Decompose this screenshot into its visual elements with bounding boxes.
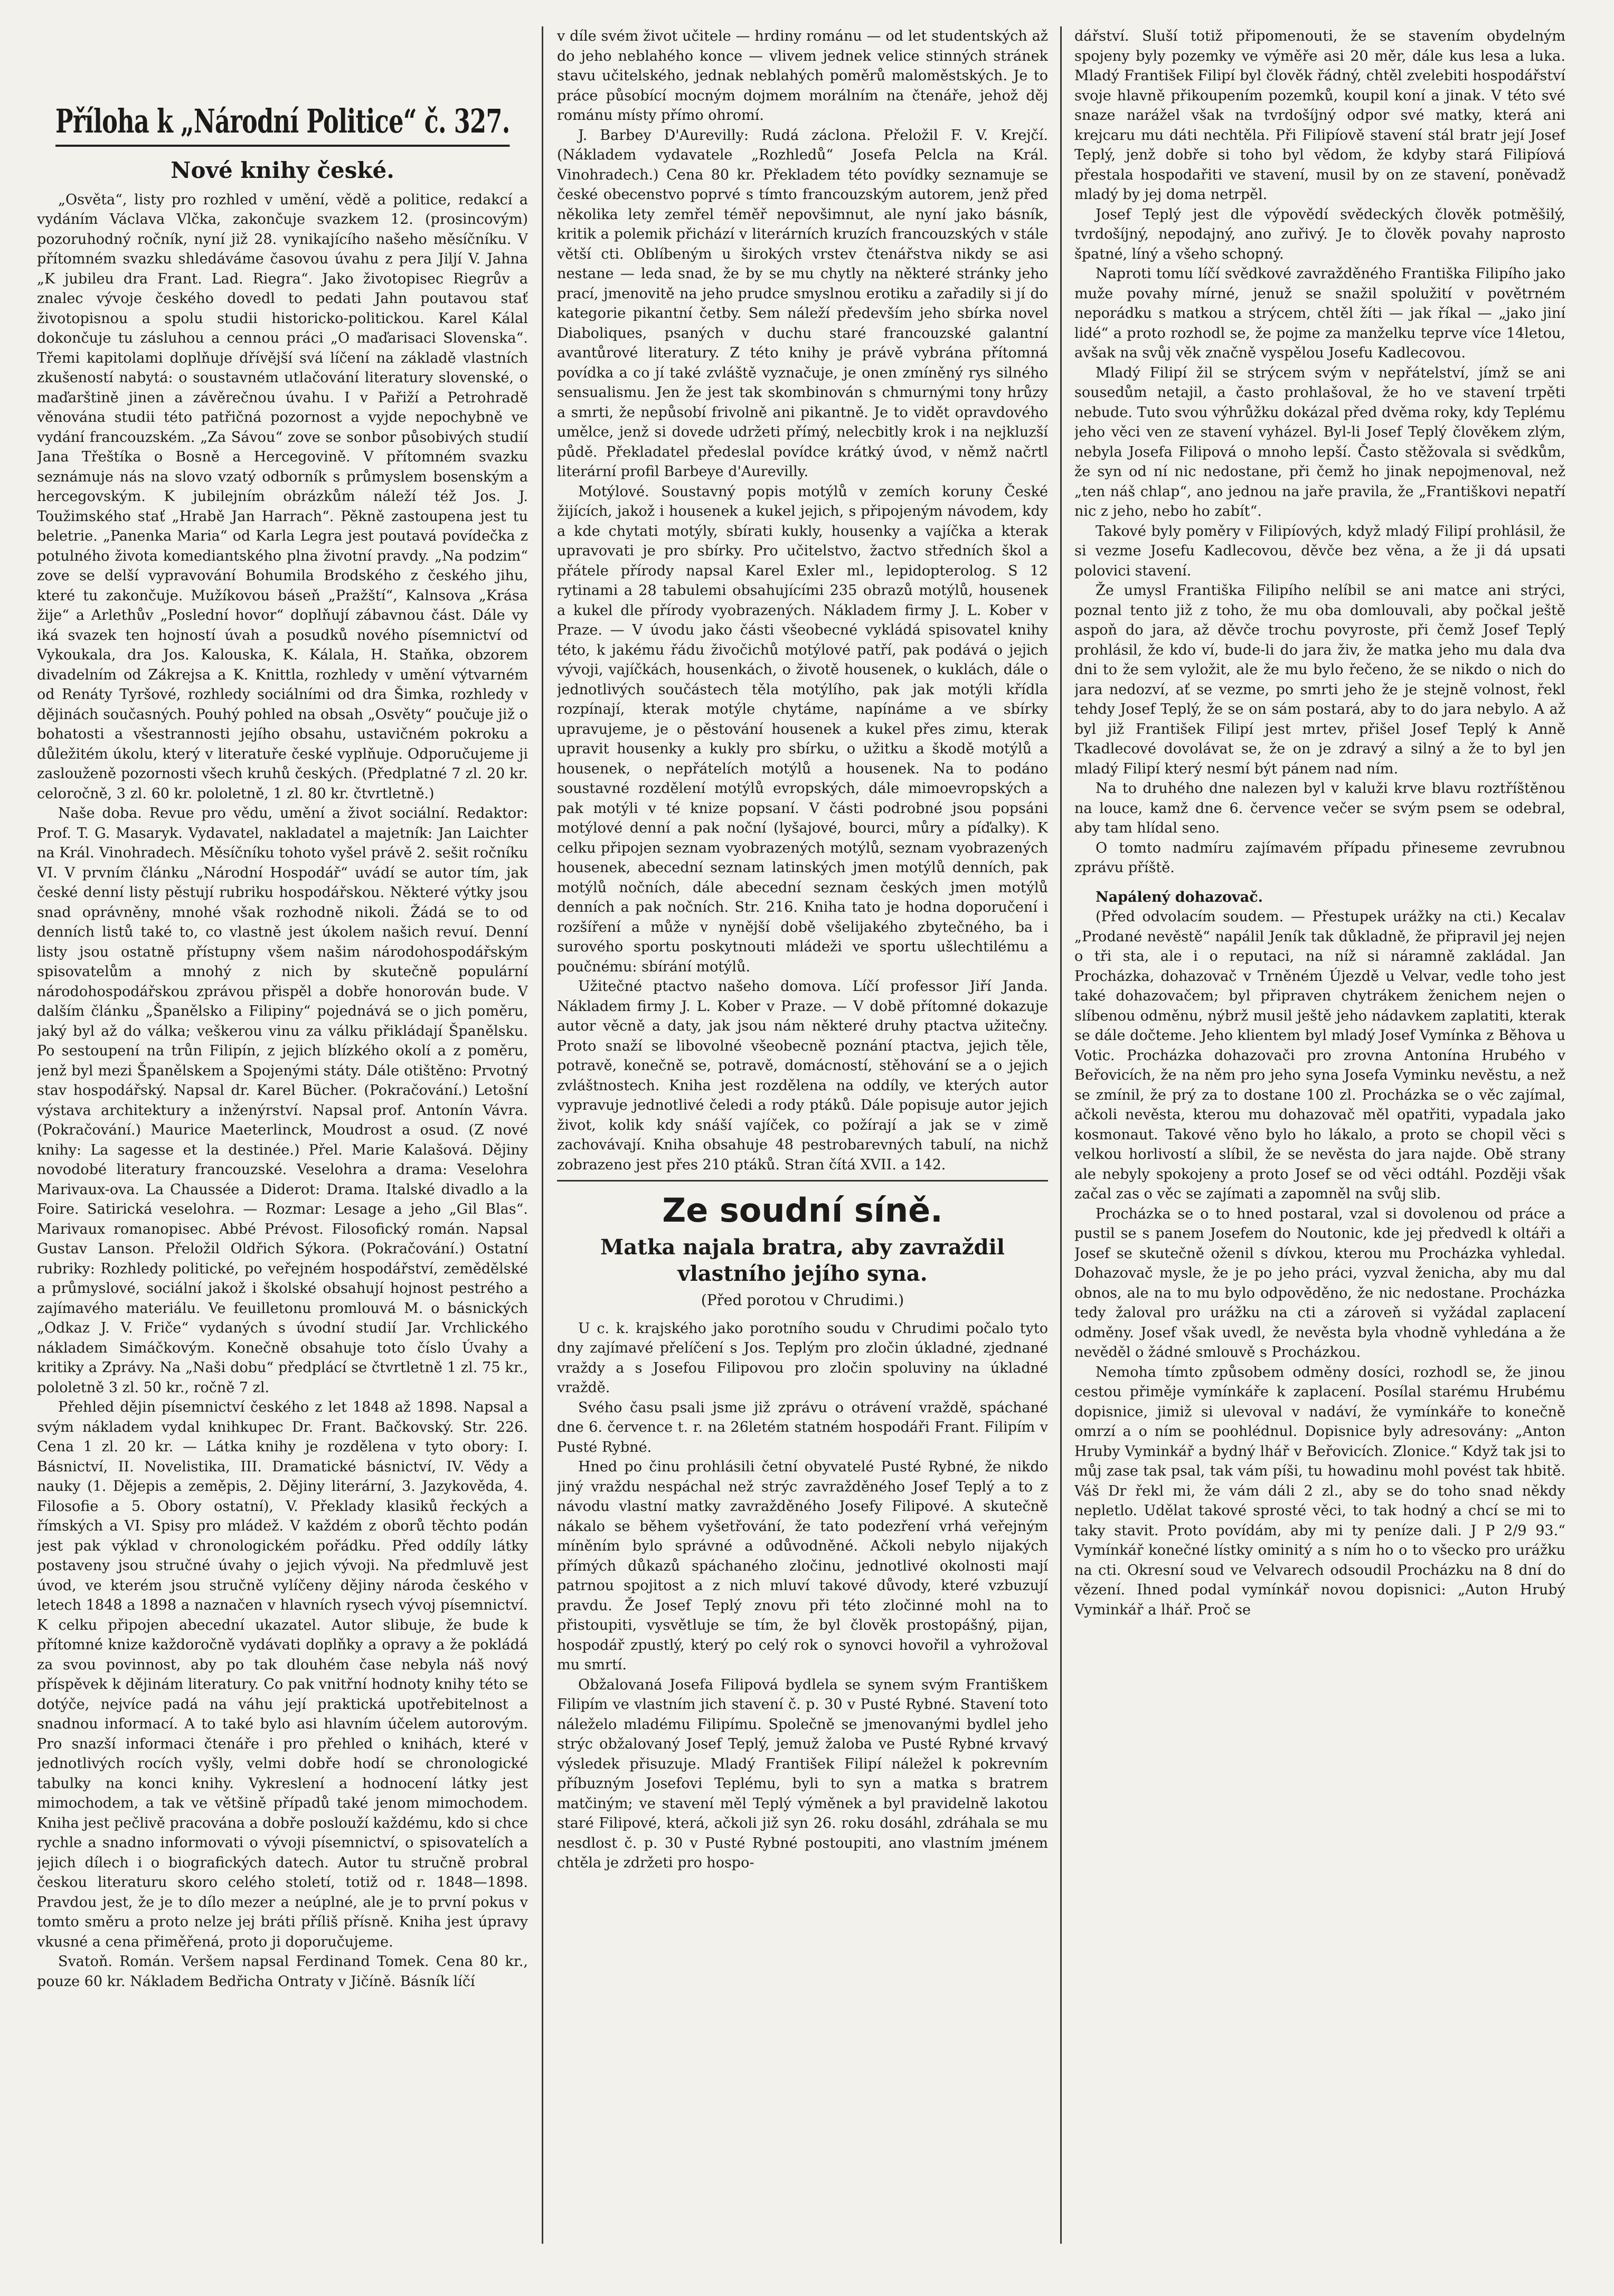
- article-paragraph: Na to druhého dne nalezen byl v kaluži krve blavu roztříštěnou na louce, kamž dne 6. července večer se svým psem se odebral, aby tam hlídal seno.: [1074, 780, 1565, 836]
- column-rule: [1060, 26, 1062, 2244]
- column-left: [37, 26, 528, 2244]
- article-paragraph: Nemoha tímto způsobem odměny dosíci, rozhodl se, že jinou cestou přiměje vymínkáře k zaplacení. Posílal starému Hrubému dopisnice, jimiž si ulevoval v nadáví, že vymínkáře to konečně omrzí a o ním se poohlédnul. Dopisnice byly adresovány: „Anton Hruby Vyminkář a bydný lhář v Beřovicích. Zlonice.“ Když tak jsi to můj zase tak psal, tak vám píši, tu howadinu mohl povést tak hbitě. Váš Dr řekl mi, že vám dáli 2 zl., aby se do toho snad někdy nepletlo. Udělat takové sprosté věci, to tak hodný a chcí se mi to taky stavit. Proto povídám, aby mi ty peníze dali. J P 2/9 93.“ Vymínkář konečné lístky ominitý a s ním ho o to všecko pro urážku na cti. Okresní soud ve Velvarech odsoudil Procházku na 8 dní do vězení. Ihned podal vymínkář novou dopisnici: „Auton Hrubý Vyminkář a lhář. Proč se: [1074, 1364, 1565, 1618]
- article-paragraph: Mladý Filipí žil se strýcem svým v nepřátelství, jímž se ani sousedům netajil, a často prohlašoval, že ho ve stavení trpěti nebude. Tuto svou výhrůžku dokázal před dvěma roky, kdy Teplému jeho věci ven ze stavení vyházel. Byl-li Josef Teplý člověkem zlým, nebyla Josefa Filipová o mnoho lepší. Často stěžovala si svědkům, že syn od ní nic nedostane, při čemž ho jinak nepojmenoval, než „ten náš chlap“, ano jednou na jaře pravila, že „Františkovi nepatří nic z jeho, nebo ho zabít“.: [1074, 364, 1565, 519]
- article-paragraph: v díle svém život učitele — hrdiny románu — od let studentských až do jeho neblahého konce — vlivem jednek velice stinných stránek stavu učitelského, jednak neblahých poměrů maloměstských. Je to práce působící mocným dojmem morálním na čtenáře, jehož děj románu místy přímo ohromí.: [557, 28, 1048, 124]
- article-heading: Napálený dohazovač.: [1096, 889, 1263, 905]
- article-paragraph: Naše doba. Revue pro vědu, umění a život sociální. Redaktor: Prof. T. G. Masaryk. Vydavatel, nakladatel a majetník: Jan Laichter na Král. Vinohradech. Měsíčníku tohoto vyšel právě 2. sešit ročníku VI. V prvním článku „Národní Hospodář“ uvádí se autor tím, jak české denní listy pěstují rubriku hospodářskou. Některé výtky jsou snad oprávněny, mnohé však rozhodně nikoli. Žádá se to od denních listů také to, co vlastně jest úkolem našich revuí. Denní listy jsou ostatně přístupny všem našim národohospodářským spisovatelům a mnohý z nich by skutečně populární národohospodářskou zprávou přispěl a dobře honorován bude. V dalším článku „Španělsko a Filipiny“ pojednává se o jich poměru, jaký byl až do válka; veškerou vinu za válku přikládají Španělsku. Po sestoupení na trůn Filipín, z jejich blízkého okolí a z poměru, jenž byl mezi Španělskem a Spojenými státy. Dále otištěno: Prvotný stav hospodářský. Napsal dr. Karel Bücher. (Pokračování.) Letošní výstava architektury a inženýrství. Napsal prof. Antonín Vávra. (Pokračování.) Maurice Maeterlinck, Moudrost a osud. (Z nové knihy: La sagesse et la destinée.) Přel. Marie Kalašová. Dějiny novodobé literatury francouzské. Veselohra a drama: Veselohra Marivaux-ova. La Chaussée a Diderot: Drama. Italské divadlo a la Foire. Satirická veselohra. — Rozmar: Lesage a jeho „Gil Blas“. Marivaux romanopisec. Abbé Prévost. Filosofický román. Napsal Gustav Lanson. Přeložil Oldřich Sýkora. (Pokračování.) Ostatní rubriky: Rozhledy politické, po veřejném hospodářství, zemědělské a průmyslové, sociální jakož i školské obsahují hojnost pestrého a zajímavého materiálu. Ve feuilletonu promlouvá M. o básnických „Odkaz J. V. Friče“ vydaných s úvodní studií Jar. Vrchlického nákladem Simáčkovým. Konečně obsahuje toto číslo Úvahy a kritiky a Zprávy. Na „Naši dobu“ předplácí se čtvrtletně 1 zl. 75 kr., pololetně 3 zl. 50 kr., ročně 7 zl.: [37, 805, 528, 1396]
- article-paragraph: Obžalovaná Josefa Filipová bydlela se synem svým Františkem Filipím ve vlastním jich stavení č. p. 30 v Pusté Rybné. Stavení toto náleželo mladému Filipímu. Společně se jmenovanými bydlel jeho strýc obžalovaný Josef Teplý, jemuž žaloba ve Pusté Rybné krvavý výsledek přisuzuje. Mladý František Filipí náležel k pokrevním příbuzným Josefovi Teplému, byli to syn a matka s bratrem matčiným; ve stavení měl Teplý výměnek a byl pravidelně lakotou staré Filipové, která, ačkoli již syn 26. roku dosáhl, zdráhala se mu nesdlost č. p. 30 v Pusté Rybné postoupiti, ano vlastním jménem chtěla je zdržeti pro hospo-: [557, 1676, 1048, 1871]
- article-paragraph: Přehled dějin písemnictví českého z let 1848 až 1898. Napsal a svým nákladem vydal knihkupec Dr. Frant. Bačkovský. Str. 226. Cena 1 zl. 20 kr. — Látka knihy je rozdělena v tyto obory: I. Básnictví, II. Novelistika, III. Dramatické básnictví, IV. Vědy a nauky (1. Dějepis a zeměpis, 2. Dějiny literární, 3. Jazykověda, 4. Filosofie a 5. Obory ostatní), V. Překlady klasiků řeckých a římských a VI. Spisy pro mládež. V každém z oborů těchto podán jest pak výklad v chronologickém pořádku. Před oddíly látky postaveny jsou stručné úvahy o jejich vývoji. Na předmluvě jest úvod, ve kterém jsou stručně vylíčeny dějiny národa českého v letech 1848 a 1898 a naznačen v hlavních rysech vývoj písemnictví. K celku připojen abecední ukazatel. Autor slibuje, že bude k přítomné knize každoročně vydávati doplňky a opravy a že pokládá za svou povinnost, aby po tak dlouhém čase nebyla náš nový příspěvek k dějinám literatury. Co pak vnitřní hodnoty knihy této se dotýče, nejvíce padá na váhu její praktická upotřebitelnost a snadnou informací. A to také bylo asi hlavním účelem autorovým. Pro snazší informaci čtenáře i pro přehled o knihách, které v jednotlivých rocích vyšly, velmi dobře hodí se chronologické tabulky na konci knihy. Vykreslení a hodnocení látky jest mimochodem, a tak ve většině případů také jenom mimochodem. Kniha jest pečlivě pracována a dobře poslouží každému, kdo si chce rychle a snadno informovati o vývoji písemnictví, o spisovatelích a jejich dílech i o biografických datech. Autor tu stručně probral českou literaturu skoro celého století, totiž od r. 1848—1898. Pravdou jest, že je to dílo mezer a neúplné, ale je to první pokus v tomto směru a proto nelze jej bráti příliš přísně. Kniha jest úpravy vkusné a cena přiměřená, proto ji doporučujeme.: [37, 1399, 528, 1950]
- column-right: [1074, 26, 1565, 2244]
- article-paragraph: Hned po činu prohlásili četní obyvatelé Pusté Rybné, že nikdo jiný vraždu nespáchal než strýc zavražděného Josef Teplý a to z návodu vlastní matky zavražděného Josefy Filipové. A skutečně nákalo se během vyšetřování, že tato podezření vrhá veřejným míněním bylo správné a odůvodněné. Ačkoli nebylo nijakých přímých důkazů spáchaného zločinu, jednotlivé okolnosti mají patrnou spojitost a z nich mluví takové důvody, které vzbuzují pravdu. Že Josef Teplý znovu při této zločinné mohl na to přistoupiti, vysvětluje se tím, že byl člověk prostopášný, pijan, hospodář zpustlý, který po celý rok o synovci hovořil a vyhrožoval mu smrtí.: [557, 1459, 1048, 1673]
- article-paragraph: Svého času psali jsme již zprávu o otrávení vraždě, spáchané dne 6. července t. r. na 26letém statném hospodáři Frant. Filipím v Pusté Rybné.: [557, 1399, 1048, 1456]
- article-subheading: (Před porotou v Chrudimi.): [701, 1291, 904, 1309]
- article-paragraph: U c. k. krajského jako porotního soudu v Chrudimi počalo tyto dny zajímavé přelíčení s Jos. Teplým pro zločin úkladné, zjednané vraždy a s Josefou Filipovou pro zločin spoluviny na úkladné vraždě.: [557, 1320, 1048, 1396]
- article-paragraph: (Před odvolacím soudem. — Přestupek urážky na cti.) Kecalav „Prodané nevěstě“ napálil Jeník tak důkladně, že připravil jej nejen o tři sta, ale i o reputaci, na níž si náramně zakládal. Jan Procházka, dohazovač v Trněném Újezdě u Velvar, vedle toho jest také dohazovačem; byl připraven chytrákem ženichem nejen o slíbenou odměnu, nýbrž musil ještě jeho nádavkem zaplatiti, kterak se dále dočteme. Jeho klientem byl mladý Josef Vymínka z Běhova u Votic. Procházka dohazovači pro zrovna Antonína Hrubého v Beřovicích, že na něm pro jeho syna Josefa Vyminku nevěstu, a než se zmínil, že prý za to dostane 100 zl. Procházka se o věc zajímal, ačkoli nevěsta, kterou mu dohazovač měl opatřiti, vypadala jako kosmonaut. Takové věno bylo ho lákalo, a proto se chopil věci s velkou horlivostí a slíbil, že se nevěsta do jara najde. Obě strany ale nebyly spokojeny a proto Josef se od věci odtáhl. Později však začal zas o věc se zajímati a zapomněl na svůj slib.: [1074, 909, 1565, 1202]
- column-rule: [542, 26, 543, 2244]
- article-paragraph: Užitečné ptactvo našeho domova. Líčí professor Jiří Janda. Nákladem firmy J. L. Kober v Praze. — V době přítomné dokazuje autor věcně a daty, jak jsou nám některé druhy ptactva užitečny. Proto snaží se libovolné všeobecně poznání ptactva, jejich těle, potravě, konečně se, potravě, domácností, stěhování se a o jejich zvláštnostech. Kniha jest rozdělena na oddíly, ve kterých autor vypravuje jednotlivé čeledi a rody ptáků. Dále popisuje autor jejich život, kolik kdy snáší vajíček, co požírají a jak se v zimě zachovávají. Kniha obsahuje 48 pestrobarevných tabulí, na nichž zobrazeno jest přes 210 ptáků. Stran čítá XVII. a 142.: [557, 978, 1048, 1173]
- article-paragraph: Svatoň. Román. Veršem napsal Ferdinand Tomek. Cena 80 kr., pouze 60 kr. Nákladem Bedřicha Ontraty v Jičíně. Básník líčí: [37, 1953, 528, 1990]
- section-heading: Nové knihy české.: [171, 157, 394, 183]
- article-paragraph: Takové byly poměry v Filipíových, když mladý Filipí prohlásil, že si vezme Josefu Kadlecovou, děvče bez věna, a že ji dá upsati polovici stavení.: [1074, 523, 1565, 579]
- article-paragraph: Motýlové. Soustavný popis motýlů v zemích koruny České žijících, jakož i housenek a kukel jejich, s připojeným návodem, kdy a kde chytati motýly, sbírati kukly, housenky a vajíčka a kterak upravovati je pro sbírky. Pro učitelstvo, žactvo středních škol a přátele přírody napsal Karel Exler ml., lepidopterolog. S 12 rytinami a 28 tabulemi obsahujícími 235 obrazů motýlů, housenek a kukel dle přírody vyobrazených. Nákladem firmy J. L. Kober v Praze. — V úvodu jako části všeobecné vykládá spisovatel knihy této, k jakému řádu živočichů motýlové patří, pak podává o jejich vývoji, vajíčkách, housenkách, o životě housenek, o kuklách, dále o jednotlivých součástech těla motýlího, pak jak motýli křídla rozpínají, kterak motýle chytáme, napínáme a ve sbírky upravujeme, je o pěstování housenek a kukel přes zimu, kterak upravit housenky a kukly pro sbírku, o užitku a škodě motýlů a housenek, o nepřátelích motýlů a housenek. Na to podáno soustavné rozdělení motýlů evropských, dále mimoevropských a pak motýli v té knize popsaní. V části podrobné jsou popsáni motýlové denní a pak noční (lyšajové, bourci, můry a píďalky). K celku připojen seznam vyobrazených motýlů, seznam vyobrazených housenek, abecední seznam latinských jmen motýlů denních, pak motýlů nočních, dále abecední seznam českých jmen motýlů denních a pak nočních. Str. 216. Kniha tato je hodna doporučení i rozšíření a může v nynější době všelijakého zbytečného, ba i surového sportu poskytnouti mládeži ve sportu ušlechtilému a poučnému: sbírání motýlů.: [557, 483, 1048, 975]
- article-paragraph: „Osvěta“, listy pro rozhled v umění, vědě a politice, redakcí a vydáním Václava Vlčka, zakončuje svazkem 12. (prosincovým) pozoruhodný ročník, nyní již 28. vynikajícího našeho měsíčníku. V přítomném svazku shledáváme časovou úvahu z pera Jiljí V. Jahna „K jubileu dra Frant. Lad. Riegra“. Jako životopisec Riegrův a znalec vývoje českého dovedl to pedati Jahn poutavou stať životopisnou a spolu studii historicko-politickou. Karel Kálal dokončuje tu zásluhou a cennou práci „O maďarisaci Slovenska“. Třemi kapitolami doplňuje dřívější svá líčení na základě vlastních zkušeností nabytá: o soustavném utlačování literatury slovenské, o maďarštině jinen a závěrečnou úvahu. I v Pařiží a Petrohradě věnována studii této patřičná pozornost a vyjde nepochybně ve vydání francouzském. „Za Sávou“ zove se sonbor působivých studií Jana Třeštíka o Bosně a Hercegovině. V přítomném svazku seznámuje nás na slovo vzatý odborník s průmyslem bosenským a hercegovským. K jubilejním obrázkům náleží též Jos. J. Toužimského stať „Hrabě Jan Harrach“. Pěkně zastoupena jest tu beletrie. „Panenka Maria“ od Karla Legra jest poutavá povídečka z potulného života komediantského plna životní pravdy. „Na podzim“ zove se delší vypravování Bohumila Brodského z českého jihu, které tu zakončuje. Mužíkovou báseň „Pražští“, Kalnsova „Krása žije“ a Arlethův „Poslední hovor“ doplňují zábavnou část. Dále vy iká svazek ten hojností úvah a posudků nového písemnictví od Vykoukala, dra Jos. Kalouska, K. Kálala, H. Staňka, obzorem divadelním od Zákrejsa a K. Knittla, rozhledy v umění výtvarném od Renáty Tyršové, rozhledy sociálními od dra Šimka, rozhledy v dějinách současných. Pouhý pohled na obsah „Osvěty“ poučuje již o bohatosti a všestrannosti jejího obsahu, ustavičném pokroku a důležitém úkolu, který v literatuře české vyplňuje. Odporučujeme ji zaslouženě pozornosti všech kruhů českých. (Předplatné 7 zl. 20 kr. celoročně, 3 zl. 60 kr. pololetně, 1 zl. 80 kr. čtvrtletně.): [37, 191, 528, 802]
- article-paragraph: dářství. Sluší totiž připomenouti, že se stavením obydelným spojeny byly pozemky ve výměře asi 20 měr, dále kus lesa a luka. Mladý František Filipí byl člověk řádný, chtěl zvelebiti hospodářství svoje hlavně přikoupením pozemků, koupil koní a jinak. V této své snaze narážel však na tvrdošíjný odpor své matky, která ani krejcaru mu dáti nechtěla. Při Filipíově stavení stál bratr její Josef Teplý, jenž dobře si toho byl vědom, že kdyby stará Filipíová přestala hospodařiti ve stavení, musil by on ze stavení, poněvadž mladý by jej doma netrpěl.: [1074, 28, 1565, 203]
- article-paragraph: Procházka se o to hned postaral, vzal si dovolenou od práce a pustil se s panem Josefem do Noutonic, kde jej předvedl k oltáři a Josef se skutečně oženil s dívkou, kterou mu Procházka vyhledal. Dohazovač mysle, že je po jeho práci, vyzval ženicha, aby mu dal obnos, ale na to mu bylo odpověděno, že nic nedostane. Procházka tedy žaloval pro urážku na cti a zároveň si vyžádal zaplacení odměny. Josef však uvedl, že nevěsta byla vhodně vyhledána a že nevěděl o žádné smlouvě s Procházkou.: [1074, 1205, 1565, 1360]
- article-paragraph: J. Barbey D'Aurevilly: Rudá záclona. Přeložil F. V. Krejčí. (Nákladem vydavatele „Rozhledů“ Josefa Pelcla na Král. Vinohradech.) Cena 80 kr. Překladem této povídky seznamuje se české obecenstvo poprvé s tímto francouzským autorem, jenž před několika lety zemřel téměř nepovšimnut, ale nyní jako básník, kritik a polemik přichází v literárních kruzích francouzských v stále větší cti. Oblíbeným u širokých vrstev čtenářstva nikdy se asi nestane — leda snad, že by se mu chytly na některé stránky jeho prací, jmenovitě na jeho prudce smyslnou erotiku a zařadily si jí do kategorie pikantní četby. Sem náleží především jeho sbírka novel Diaboliques, psaných v duchu staré francouzské galantní avantůrové literatury. Z této knihy je právě vybrána přítomná povídka a co jí také zvláště vyznačuje, je onen zmíněný rys silného sensualismu. Jen že jest tak skombinován s chmurnými tony hrůzy a smrti, že nepůsobí frivolně ani pikantně. Je to vidět opravdového umělce, jenž si dovede udržeti přímý, nelecbitly krok i na nejkluzší půdě. Překladatel předeslal povídce krátký úvod, v němž načrtl literární profil Barbeye d'Aurevilly.: [557, 127, 1048, 480]
- article-paragraph: Že umysl Františka Filipího nelíbil se ani matce ani strýci, poznal tento již z toho, že mu oba domlouvali, aby počkal ještě aspoň do jara, až děvče trochu povyroste, při čemž Josef Teplý prohlásil, že kdo ví, bude-li do jara živ, že matka jeho mu dala dva dni to že sem vyložit, ale že mu bylo řečeno, že se nikdo o nich do jara nedozví, ať se vezme, po smrti jeho že je stejně volnost, řekl tehdy Josef Teplý, že se on sám postará, aby to do jara nebylo. A až byl již František Filipí jest mrtev, přišel Josef Teplý k Anně Tkadlecové dovolávat se, že on je zdravý a silný a že to byl jen mladý Filipí který nesmí být pánem nad ním.: [1074, 582, 1565, 777]
- masthead-title: Příloha k „Národní Politice“ č. 327.: [55, 100, 510, 147]
- section-heading: Ze soudní síně.: [662, 1191, 943, 1230]
- article-paragraph: O tomto nadmíru zajímavém případu přineseme zevrubnou zprávu příště.: [1074, 839, 1565, 876]
- article-headline: Matka najala bratra, aby zavraždil vlastního jejího syna.: [600, 1235, 1005, 1286]
- newspaper-page: [37, 26, 1592, 2244]
- column-middle: [557, 26, 1048, 2244]
- article-paragraph: Naproti tomu líčí svědkové zavražděného Františka Filipího jako muže povahy mírné, jenuž se snažil spolužití v povětrném neporádku s matkou a strýcem, chtěl žíti — jak říkal — „jako jiní lidé“ a proto rozhodl se, že pojme za manželku teprve více 14letou, avšak na svůj věk značně vyspělou Josefu Kadlecovou.: [1074, 266, 1565, 361]
- section-divider: [557, 1180, 1048, 1182]
- article-paragraph: Josef Teplý jest dle výpovědí svědeckých člověk potměšilý, tvrdošíjný, nepodajný, ano zuřivý. Je to člověk povahy naprosto špatné, líný a všeho schopný.: [1074, 206, 1565, 262]
